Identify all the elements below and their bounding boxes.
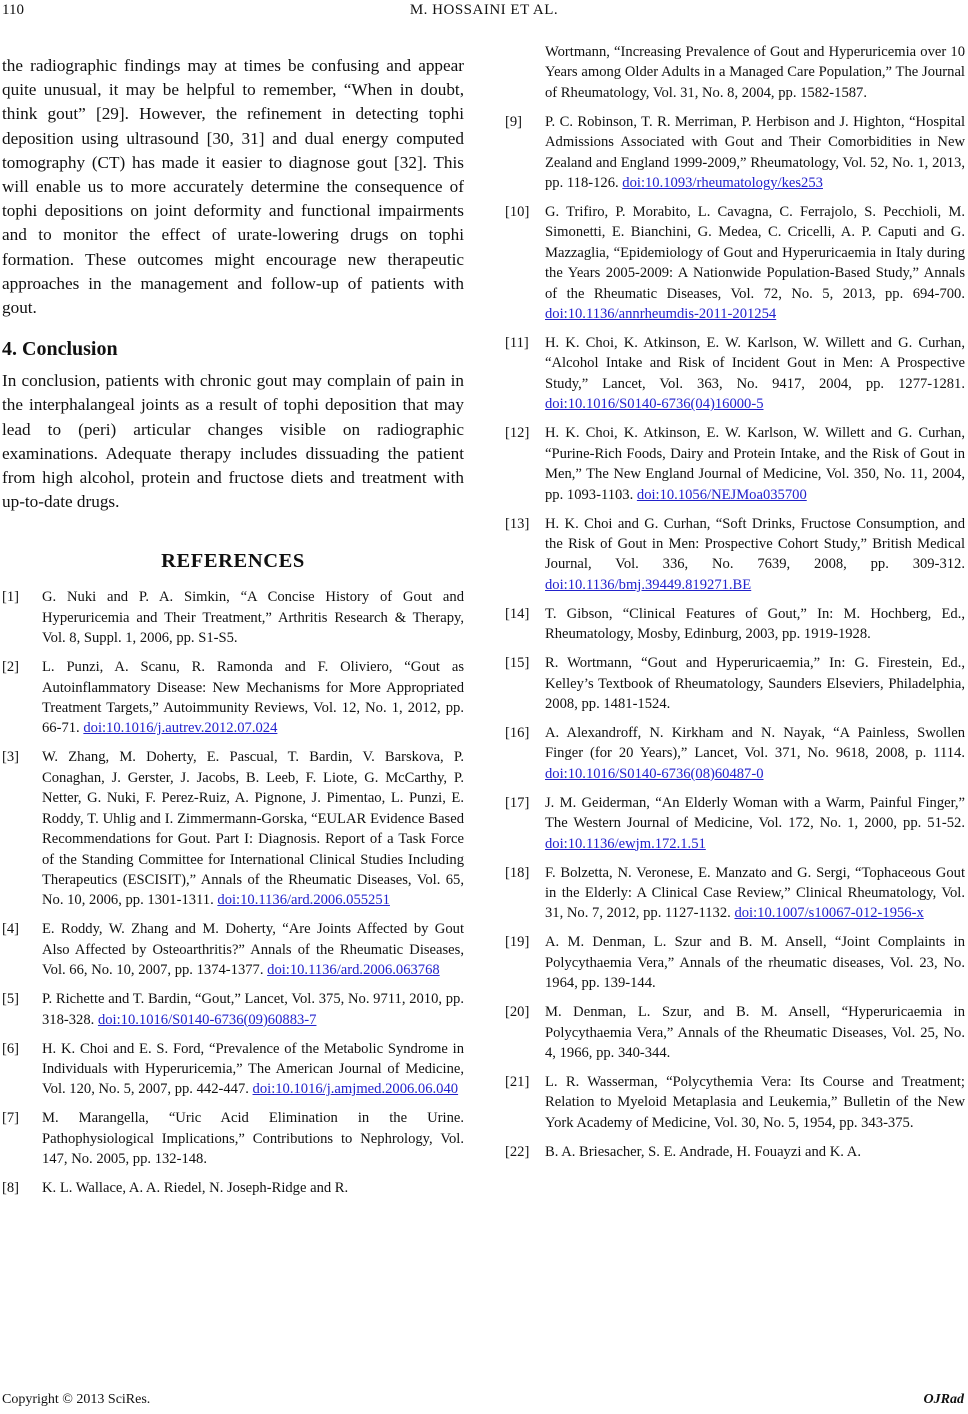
reference-item [2, 989, 464, 1030]
left-column [2, 54, 464, 1207]
reference-number: [18] [505, 864, 530, 881]
reference-number: [12] [505, 425, 530, 442]
references-list-left [2, 587, 464, 1198]
doi-link[interactable]: doi:10.1136/ewjm.172.1.51 [545, 835, 706, 852]
doi-link[interactable]: doi:10.1016/S0140-6736(08)60487-0 [545, 765, 764, 782]
reference-text [42, 747, 464, 910]
reference-citation: P. Richette and T. Bardin, “Gout,” Lancet, Vol. 375, No. 9711, 2010, pp. 318-328. [42, 991, 464, 1028]
reference-citation: Wortmann, “Increasing Prevalence of Gout and Hyperuricemia over 10 Years among Older Adults in a Managed Care Population,” The Journal of Rheumatology, Vol. 31, No. 8, 2004, pp. 1582-1587. [545, 44, 965, 101]
reference-citation: K. L. Wallace, A. A. Riedel, N. Joseph-Ridge and R. [42, 1180, 349, 1197]
doi-link[interactable]: doi:10.1136/ard.2006.055251 [217, 892, 390, 909]
reference-item [505, 333, 965, 415]
copyright-notice: Copyright © 2013 SciRes. [2, 1392, 151, 1407]
reference-citation: G. Nuki and P. A. Simkin, “A Concise History of Gout and Hyperuricemia and Their Treatment,” Arthritis Research & Therapy, Vol. 8, Suppl. 1, 2006, pp. S1-S5. [42, 589, 464, 647]
reference-number: [5] [2, 991, 20, 1008]
reference-citation: R. Wortmann, “Gout and Hyperuricaemia,” In: G. Firestein, Ed., Kelley’s Textbook of Rheumatology, Saunders Elseviers, Philadelphia, 2008, pp. 1481-1524. [545, 655, 965, 712]
reference-item [2, 587, 464, 648]
reference-number: [14] [505, 605, 530, 622]
reference-number: [16] [505, 724, 530, 741]
reference-number: [13] [505, 515, 530, 532]
reference-text [42, 1108, 464, 1169]
reference-citation: A. Alexandroff, N. Kirkham and N. Nayak, “A Painless, Swollen Finger (for 20 Years),” Lancet, Vol. 371, No. 9618, 2008, p. 1114. [545, 724, 965, 762]
reference-number: [8] [2, 1180, 20, 1197]
reference-citation: J. M. Geiderman, “An Elderly Woman with a Warm, Painful Finger,” The Western Journal of Medicine, Vol. 172, No. 1, 2000, pp. 51-52. [545, 794, 965, 832]
doi-link[interactable]: doi:10.1136/ard.2006.063768 [267, 962, 440, 979]
reference-item [505, 1072, 965, 1133]
reference-number: [9] [505, 113, 523, 130]
reference-number: [4] [2, 921, 20, 938]
reference-number: [20] [505, 1004, 530, 1021]
reference-citation: E. Roddy, W. Zhang and M. Doherty, “Are Joints Affected by Gout Also Affected by Osteoarthritis?” Annals of the Rheumatic Diseases, Vol. 66, No. 10, 2007, pp. 1374-1377. [42, 921, 464, 979]
references-heading: REFERENCES [161, 550, 305, 573]
doi-link[interactable]: doi:10.1016/j.autrev.2012.07.024 [83, 720, 278, 737]
reference-text [545, 1072, 965, 1133]
reference-citation: M. Denman, L. Szur, and B. M. Ansell, “Hyperuricaemia in Polycythaemia Vera,” Annals of the Rheumatic Diseases, Vol. 25, No. 4, 1966, pp. 340-344. [545, 1004, 965, 1061]
reference-text [545, 863, 965, 924]
reference-citation: P. C. Robinson, T. R. Merriman, P. Herbison and J. Highton, “Hospital Admissions Associated with Gout and Their Comorbidities in New Zealand and England 1999-2009,” Rheumatology, Vol. 52, No. 1, 2013, pp. 118-126. [545, 113, 965, 192]
reference-item [505, 653, 965, 714]
reference-citation: H. K. Choi, K. Atkinson, E. W. Karlson, W. Willett and G. Curhan, “Purine-Rich Foods, Dairy and Protein Intake, and the Risk of Gout in Men,” The New England Journal of Medicine, Vol. 350, No. 11, 2004, pp. 1093-1103. [545, 425, 965, 503]
reference-citation: F. Bolzetta, N. Veronese, E. Manzato and G. Sergi, “Tophaceous Gout in the Elderly: A Clinical Case Review,” Clinical Rheumatology, Vol. 31, No. 7, 2012, pp. 1127-1132. [545, 864, 965, 922]
reference-item [505, 112, 965, 194]
journal-name: OJRad [923, 1392, 964, 1407]
doi-link[interactable]: doi:10.1016/S0140-6736(09)60883-7 [97, 1011, 317, 1028]
doi-link[interactable]: doi:10.1136/bmj.39449.819271.BE [545, 576, 752, 593]
doi-link[interactable]: doi:10.1016/j.amjmed.2006.06.040 [252, 1081, 459, 1098]
reference-citation: H. K. Choi and E. S. Ford, “Prevalence of the Metabolic Syndrome in Individuals with Hyperuricemia,” The American Journal of Medicine, Vol. 120, No. 5, 2007, pp. 442-447. [42, 1040, 464, 1098]
reference-text [545, 333, 965, 415]
reference-citation: G. Trifiro, P. Morabito, L. Cavagna, C. Ferrajolo, S. Pecchioli, M. Simonetti, E. Bianchini, G. Medea, C. Cricelli, A. P. Caputi and G. Mazzaglia, “Epidemiology of Gout and Hyperuricaemia in Italy during the Years 2005-2009: A Nationwide Population-Based Study,” Annals of the Rheumatic Diseases, Vol. 72, No. 5, 2013, pp. 694-700. [545, 204, 965, 302]
doi-link[interactable]: doi:10.1136/annrheumdis-2011-201254 [545, 306, 777, 323]
reference-text [42, 989, 464, 1030]
reference-item [505, 723, 965, 784]
doi-link[interactable]: doi:10.1093/rheumatology/kes253 [622, 175, 823, 192]
reference-citation: B. A. Briesacher, S. E. Andrade, H. Fouayzi and K. A. [545, 1143, 861, 1160]
reference-text [545, 723, 965, 784]
conclusion-paragraph: In conclusion, patients with chronic gout may complain of pain in the interphalangeal joints as a result of tophi deposition that may lead to (peri) articular changes visible on radiographic examinations. Adequate therapy includes dissuading the patient from high alcohol, protein and fructose diets and treatment with up-to-date drugs. [2, 371, 464, 512]
reference-number: [10] [505, 204, 530, 221]
reference-text [545, 604, 965, 645]
reference-item [505, 202, 965, 324]
reference-text [42, 919, 464, 980]
reference-number: [19] [505, 934, 530, 951]
reference-text [545, 112, 965, 194]
reference-citation: H. K. Choi, K. Atkinson, E. W. Karlson, W. Willett and G. Curhan, “Alcohol Intake and Risk of Incident Gout in Men: A Prospective Study,” Lancet, Vol. 363, No. 9417, 2004, pp. 1277-1281. [545, 335, 965, 392]
reference-number: [22] [505, 1143, 530, 1160]
reference-item [2, 747, 464, 910]
doi-link[interactable]: doi:10.1056/NEJMoa035700 [636, 486, 807, 503]
reference-item [505, 863, 965, 924]
reference-citation: L. Punzi, A. Scanu, R. Ramonda and F. Oliviero, “Gout as Autoinflammatory Disease: New Mechanisms for More Appropriated Treatment Targets,” Autoimmunity Reviews, Vol. 12, No. 1, 2012, pp. 66-71. [42, 659, 464, 737]
reference-citation: M. Marangella, “Uric Acid Elimination in the Urine. Pathophysiological Implications,” Contributions to Nephrology, Vol. 147, No. 2005, pp. 132-148. [42, 1110, 464, 1168]
reference-item [505, 604, 965, 645]
reference-citation: A. M. Denman, L. Szur and B. M. Ansell, “Joint Complaints in Polycythaemia Vera,” Annals of the rheumatic diseases, Vol. 23, No. 1964, pp. 139-144. [545, 934, 965, 992]
reference-text [545, 202, 965, 324]
reference-number: [21] [505, 1074, 530, 1090]
reference-citation: H. K. Choi and G. Curhan, “Soft Drinks, Fructose Consumption, and the Risk of Gout in Men: Prospective Cohort Study,” British Medical Journal, Vol. 336, No. 7639, 2008, pp. 309-312. [545, 515, 965, 573]
reference-text [42, 1178, 464, 1198]
page-number: 110 [2, 2, 24, 18]
reference-number: [11] [505, 335, 529, 352]
references-list-right [505, 42, 965, 1162]
running-head: M. HOSSAINI ET AL. [409, 2, 559, 18]
reference-item [2, 657, 464, 739]
reference-text [42, 657, 464, 739]
reference-item [2, 919, 464, 980]
reference-citation: T. Gibson, “Clinical Features of Gout,” In: M. Hochberg, Ed., Rheumatology, Mosby, Edinburg, 2003, pp. 1919-1928. [545, 605, 965, 643]
reference-number: [17] [505, 794, 530, 811]
reference-item [505, 1002, 965, 1063]
doi-link[interactable]: doi:10.1007/s10067-012-1956-x [734, 905, 924, 922]
reference-number: [7] [2, 1110, 20, 1127]
reference-item [2, 1039, 464, 1100]
reference-number: [1] [2, 589, 20, 606]
page-header [0, 0, 968, 30]
reference-number: [15] [505, 655, 530, 672]
reference-text [545, 793, 965, 854]
conclusion-heading: 4. Conclusion [2, 338, 118, 361]
reference-text [545, 932, 965, 993]
reference-item [505, 423, 965, 505]
reference-text [545, 1002, 965, 1063]
reference-item [2, 1178, 464, 1198]
reference-item [2, 1108, 464, 1169]
reference-text [42, 587, 464, 648]
reference-text [545, 653, 965, 714]
reference-number: [6] [2, 1040, 20, 1057]
reference-citation: W. Zhang, M. Doherty, E. Pascual, T. Bardin, V. Barskova, P. Conaghan, J. Gerster, J. Jacobs, B. Leeb, F. Liote, G. McCarthy, P. Netter, G. Nuki, F. Perez-Ruiz, A. Pignone, J. Pimentao, L. Punzi, E. Roddy, T. Uhlig and I. Zimmermann-Gorska, “EULAR Evidence Based Recommendations for Gout. Part I: Diagnosis. Report of a Task Force of the Standing Committee for International Clinical Studies Including Therapeutics (ESCISIT),” Annals of the Rheumatic Diseases, Vol. 65, No. 10, 2006, pp. 1301-1311. [42, 749, 464, 909]
reference-number: [3] [2, 749, 20, 766]
intro-paragraph: the radiographic findings may at times be confusing and appear quite unusual, it may be helpful to remember, “When in doubt, think gout” [29]. However, the refinement in detecting tophi deposition using ultrasound [30, 31] and dual energy computed tomography (CT) has made it easier to diagnose gout [32]. This will enable us to more accurately determine the consequence of tophi depositions on joint deformity and functional impairments and to monitor the effect of urate-lowering drugs on tophi formation. These outcomes might encourage new therapeutic approaches in the management and follow-up of patients with gout. [2, 56, 464, 318]
reference-item [505, 1142, 965, 1162]
reference-item [505, 932, 965, 993]
reference-number: [2] [2, 659, 20, 676]
reference-item [505, 514, 965, 596]
reference-text [545, 423, 965, 505]
reference-item [545, 42, 965, 103]
doi-link[interactable]: doi:10.1016/S0140-6736(04)16000-5 [545, 396, 764, 413]
reference-text [42, 1039, 464, 1100]
reference-item [505, 793, 965, 854]
reference-text [545, 514, 965, 596]
reference-text [545, 1142, 965, 1162]
right-column [505, 42, 965, 1171]
reference-citation: L. R. Wasserman, “Polycythemia Vera: Its Course and Treatment; Relation to Myeloid Metaplasia and Leukemia,” Bulletin of the New York Academy of Medicine, Vol. 30, No. 5, 1954, pp. 343-375. [545, 1074, 965, 1131]
